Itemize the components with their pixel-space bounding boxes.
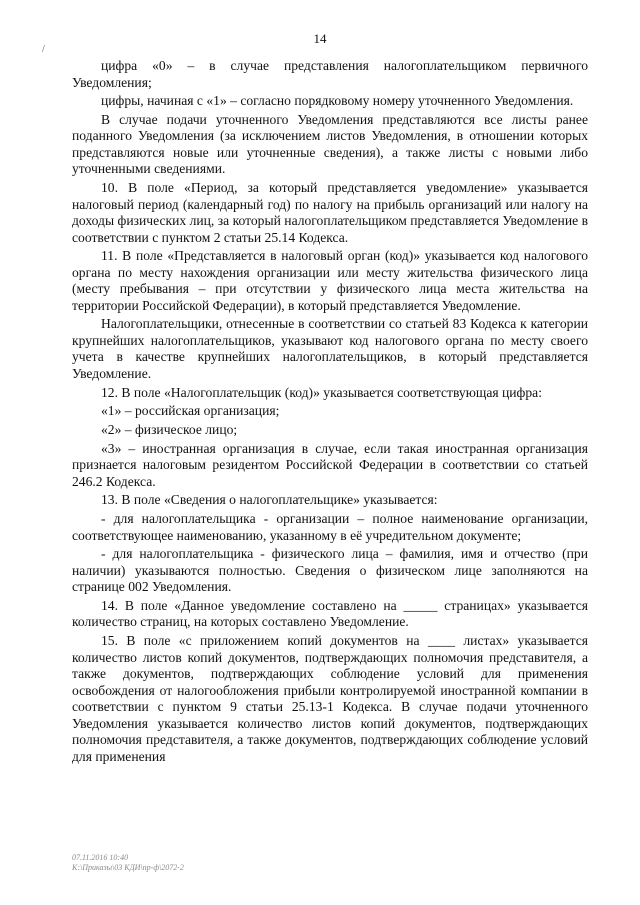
list-item: - для налогоплательщика - организации – полное наименование организации, соответствующее наименованию, указанному в её учредительном документе;	[72, 511, 588, 543]
paragraph: 10. В поле «Период, за который представляется уведомление» указывается налоговый период (календарный год) по налогу на прибыль организаций или налогу на доходы физических лиц, за который налогоплательщиком представляется Уведомление в соответствии с пунктом 2 статьи 25.14 Кодекса.	[72, 180, 588, 245]
paragraph: цифра «0» – в случае представления налогоплательщиком первичного Уведомления;	[72, 58, 588, 90]
file-stamp-date: 07.11.2016 10:40	[72, 853, 129, 862]
paragraph: 11. В поле «Представляется в налоговый орган (код)» указывается код налогового органа по месту нахождения организации или месту жительства физического лица (месту пребывания – при отсутствии у физического лица места жительства на территории Российской Федерации), в который представляется Уведомление.	[72, 248, 588, 313]
paragraph: 13. В поле «Сведения о налогоплательщике» указывается:	[101, 492, 438, 508]
page-number: 14	[313, 31, 327, 46]
list-item: «1» – российская организация;	[101, 403, 280, 419]
list-item: «3» – иностранная организация в случае, если такая иностранная организация признается налоговым резидентом Российской Федерации в соответствии со статьей 246.2 Кодекса.	[72, 440, 588, 489]
paragraph: цифры, начиная с «1» – согласно порядковому номеру уточненного Уведомления.	[101, 93, 574, 109]
paragraph: В случае подачи уточненного Уведомления представляются все листы ранее поданного Уведомления (за исключением листов Уведомления, в отношении которых представляются новые или уточненные сведения), а также листы с новыми либо уточненными сведениями.	[72, 111, 588, 177]
scan-mark: /	[42, 44, 45, 55]
file-stamp	[72, 853, 184, 873]
paragraph: Налогоплательщики, отнесенные в соответствии со статьей 83 Кодекса к категории крупнейших налогоплательщиков, указывают код налогового органа по месту своего учета в качестве крупнейших налогоплательщиков, в который представляется Уведомление.	[72, 316, 588, 381]
paragraph: 15. В поле «с приложением копий документов на ____ листах» указывается количество листов копий документов, подтверждающих полномочия представителя, а также документов, подтверждающих соблюдение условий для применения освобождения от налогообложения прибыли контролируемой иностранной компании в соответствии с пунктом 9 статьи 25.13-1 Кодекса. В случае подачи уточненного Уведомления указывается количество листов копий документов, подтверждающих полномочия представителя, а также документов, подтверждающих соблюдение условий для применения	[72, 633, 588, 764]
paragraph: 14. В поле «Данное уведомление составлено на _____ страницах» указывается количество страниц, на которых составлено Уведомление.	[72, 597, 588, 630]
list-item: «2» – физическое лицо;	[101, 422, 238, 437]
file-stamp-path: К:\Приказы\03 КДИ\пр-ф\2072-2	[72, 863, 184, 872]
paragraph: 12. В поле «Налогоплательщик (код)» указывается соответствующая цифра:	[101, 384, 542, 400]
list-item: - для налогоплательщика - физического лица – фамилия, имя и отчество (при наличии) указываются полностью. Сведения о физическом лице заполняются на странице 002 Уведомления.	[72, 546, 588, 595]
document-body	[72, 58, 588, 767]
